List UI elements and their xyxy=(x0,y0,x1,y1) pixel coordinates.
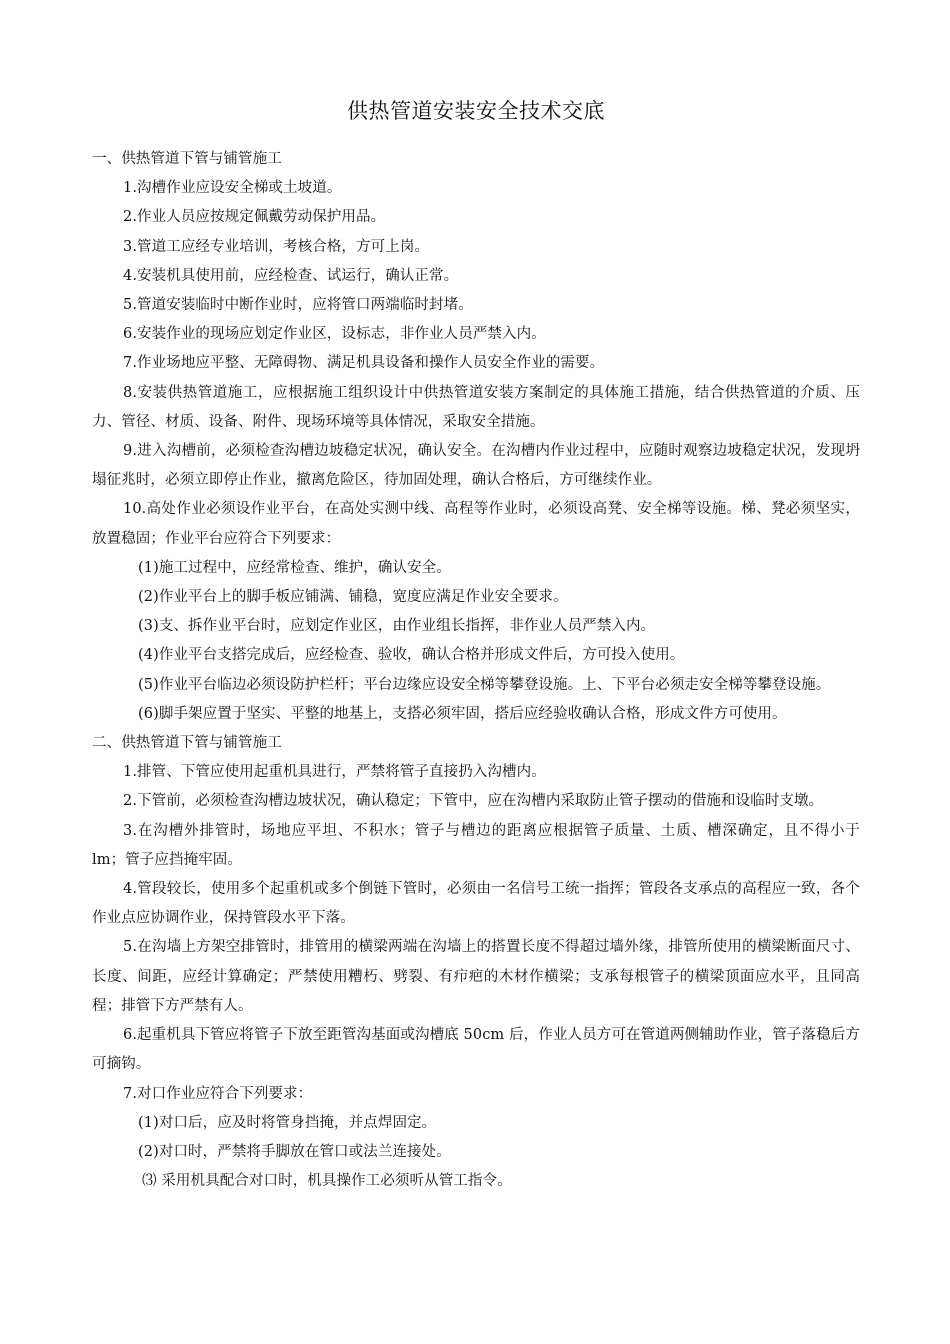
document-page xyxy=(92,96,860,1196)
paragraph: 1.沟槽作业应设安全梯或土坡道。 xyxy=(123,180,342,197)
sub-paragraph: (6)脚手架应置于坚实、平整的地基上，支搭必须牢固，搭后应经验收确认合格，形成文件方可使用。 xyxy=(138,705,787,722)
section-heading-2: 二、供热管道下管与铺管施工 xyxy=(92,735,282,752)
paragraph: 9.进入沟槽前，必须检查沟槽边坡稳定状况，确认安全。在沟槽内作业过程中，应随时观察边坡稳定状况，发现坍塌征兆时，必须立即停止作业，撤离危险区，待加固处理，确认合格后，方可继续作业。 xyxy=(92,443,860,489)
paragraph: 10.高处作业必须设作业平台，在高处实测中线、高程等作业时，必须设高凳、安全梯等设施。梯、凳必须坚实，放置稳固；作业平台应符合下列要求： xyxy=(92,501,860,547)
sub-paragraph: (1)对口后，应及时将管身挡掩，并点焊固定。 xyxy=(138,1114,437,1131)
paragraph: 5.在沟墙上方架空排管时，排管用的横梁两端在沟墙上的搭置长度不得超过墙外缘，排管所使用的横梁断面尺寸、长度、间距，应经计算确定；严禁使用糟朽、劈裂、有疖疤的木材作横梁；支承每根管子的横梁顶面应水平，且同高程；排管下方严禁有人。 xyxy=(92,939,860,1014)
paragraph: 2.下管前，必须检查沟槽边坡状况，确认稳定；下管中，应在沟槽内采取防止管子摆动的借施和设临时支墩。 xyxy=(123,793,824,810)
sub-paragraph: (5)作业平台临边必须设防护栏杆；平台边缘应设安全梯等攀登设施。上、下平台必须走安全梯等攀登设施。 xyxy=(138,676,831,693)
paragraph: 5.管道安装临时中断作业时，应将管口两端临时封堵。 xyxy=(123,297,473,314)
sub-paragraph: (2)对口时，严禁将手脚放在管口或法兰连接处。 xyxy=(138,1143,451,1160)
paragraph: 7.作业场地应平整、无障碍物、满足机具设备和操作人员安全作业的需要。 xyxy=(123,355,605,372)
sub-paragraph: (1)施工过程中，应经常检查、维护，确认安全。 xyxy=(138,559,451,576)
paragraph: 4.管段较长，使用多个起重机或多个倒链下管时，必须由一名信号工统一指挥；管段各支承点的高程应一致，各个作业点应协调作业，保持管段水平下落。 xyxy=(92,881,860,927)
paragraph: 8.安装供热管道施工，应根据施工组织设计中供热管道安装方案制定的具体施工措施，结合供热管道的介质、压力、管径、材质、设备、附件、现场环境等具体情况，采取安全措施。 xyxy=(92,384,860,430)
paragraph: 2.作业人员应按规定佩戴劳动保护用品。 xyxy=(123,209,386,226)
paragraph: 6.起重机具下管应将管子下放至距管沟基面或沟槽底 50cm 后，作业人员方可在管道两侧辅助作业，管子落稳后方可摘钩。 xyxy=(92,1027,860,1073)
paragraph: 6.安装作业的现场应划定作业区，设标志，非作业人员严禁入内。 xyxy=(123,326,546,343)
paragraph: 4.安装机具使用前，应经检查、试运行，确认正常。 xyxy=(123,267,459,284)
paragraph: 7.对口作业应符合下列要求： xyxy=(123,1085,313,1102)
paragraph: 3.管道工应经专业培训，考核合格，方可上岗。 xyxy=(123,238,430,255)
sub-paragraph: (3)支、拆作业平台时，应划定作业区，由作业组长指挥，非作业人员严禁入内。 xyxy=(138,618,656,635)
document-title: 供热管道安装安全技术交底 xyxy=(347,99,605,123)
paragraph: 3.在沟槽外排管时，场地应平坦、不积水；管子与槽边的距离应根据管子质量、土质、槽深确定，且不得小于 lm；管子应挡掩牢固。 xyxy=(92,822,860,868)
paragraph: 1.排管、下管应使用起重机具进行，严禁将管子直接扔入沟槽内。 xyxy=(123,764,546,781)
section-heading-1: 一、供热管道下管与铺管施工 xyxy=(92,151,282,167)
sub-paragraph: ⑶ 采用机具配合对口时，机具操作工必须听从管工指令。 xyxy=(142,1173,512,1190)
sub-paragraph: (4)作业平台支搭完成后，应经检查、验收，确认合格并形成文件后，方可投入使用。 xyxy=(138,647,685,664)
sub-paragraph: (2)作业平台上的脚手板应铺满、铺稳，宽度应满足作业安全要求。 xyxy=(138,589,568,606)
